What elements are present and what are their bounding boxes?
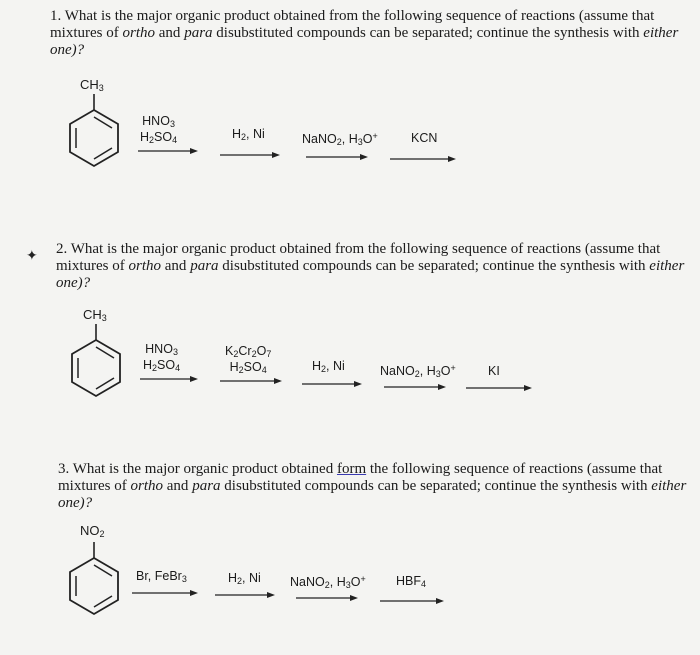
question-3-arrow-1 — [132, 589, 198, 597]
question-1-arrow-1 — [138, 147, 198, 155]
question-1-substituent-ch3: $CH_3$ — [80, 77, 104, 93]
question-2-substituent-ch3: $CH_3$ — [83, 307, 107, 323]
question-2-text — [56, 241, 684, 292]
question-2-reagent-1: $HNO_3$ $H_2SO_4$ — [143, 342, 181, 373]
question-1-arrow-2 — [220, 151, 280, 159]
question-2-arrow-5 — [466, 384, 532, 392]
question-3-reagent-1: Br, FeBr$_3$ — [136, 569, 187, 584]
question-3-arrow-2 — [215, 591, 275, 599]
question-2-arrow-3 — [302, 380, 362, 388]
question-2-line-3: one)? — [56, 275, 91, 291]
question-2-reagent-4: NaNO$_2$, $H_3O^+$ — [380, 363, 456, 379]
question-3-text — [58, 461, 686, 512]
question-2-benzene-ring — [60, 322, 130, 408]
question-3-reagent-3: NaNO$_2$, $H_3O^+$ — [290, 574, 366, 590]
question-2-reagent-2: $K_2Cr_2O_7$ $H_2SO_4$ — [225, 344, 272, 375]
question-2-line-1: 2. What is the major organic product obtained from the following sequence of reactions (assume that — [56, 241, 661, 257]
question-3-line-3: one)? — [58, 495, 93, 511]
question-1-reagent-4: KCN — [411, 131, 438, 145]
question-3-form-word: form — [336, 461, 367, 477]
question-2-line-2: mixtures of ortho and para disubstituted compounds can be separated; continue the synthesis with either — [56, 258, 685, 274]
question-3-substituent-no2: $NO_2$ — [80, 523, 105, 539]
question-1-reagent-3: NaNO$_2$, $H_3O^+$ — [302, 131, 378, 147]
question-1-line-1: 1. What is the major organic product obtained from the following sequence of reactions (assume that — [50, 8, 655, 24]
question-2-arrow-1 — [140, 375, 198, 383]
question-1-line-2: mixtures of ortho and para disubstituted compounds can be separated; continue the synthesis with either — [50, 25, 679, 41]
question-3-line-2: mixtures of ortho and para disubstituted compounds can be separated; continue the synthesis with either — [58, 478, 687, 494]
question-2-reagent-5: KI — [488, 364, 500, 378]
question-1-line-3: one)? — [50, 42, 85, 58]
question-3-arrow-3 — [296, 594, 358, 602]
question-1-benzene-ring — [58, 92, 128, 178]
question-2-reagent-3: $H_2$, Ni — [312, 359, 345, 374]
question-1-text — [50, 8, 678, 59]
question-2-arrow-4 — [384, 383, 446, 391]
question-3-line-1: 3. What is the major organic product obtained form the following sequence of reactions (assume that — [58, 461, 663, 477]
question-1-reagent-2: $H_2$, Ni — [232, 127, 265, 142]
question-3-arrow-4 — [380, 597, 444, 605]
question-1-arrow-3 — [306, 153, 368, 161]
pin-icon: ✦ — [26, 249, 38, 264]
question-3-reagent-2: $H_2$, Ni — [228, 571, 261, 586]
question-3-reagent-4: $HBF_4$ — [396, 574, 427, 589]
question-2-arrow-2 — [220, 377, 282, 385]
question-1-arrow-4 — [390, 155, 456, 163]
question-3-benzene-ring — [58, 540, 128, 626]
question-1-reagent-1: $HNO_3$ $H_2SO_4$ — [140, 114, 178, 145]
